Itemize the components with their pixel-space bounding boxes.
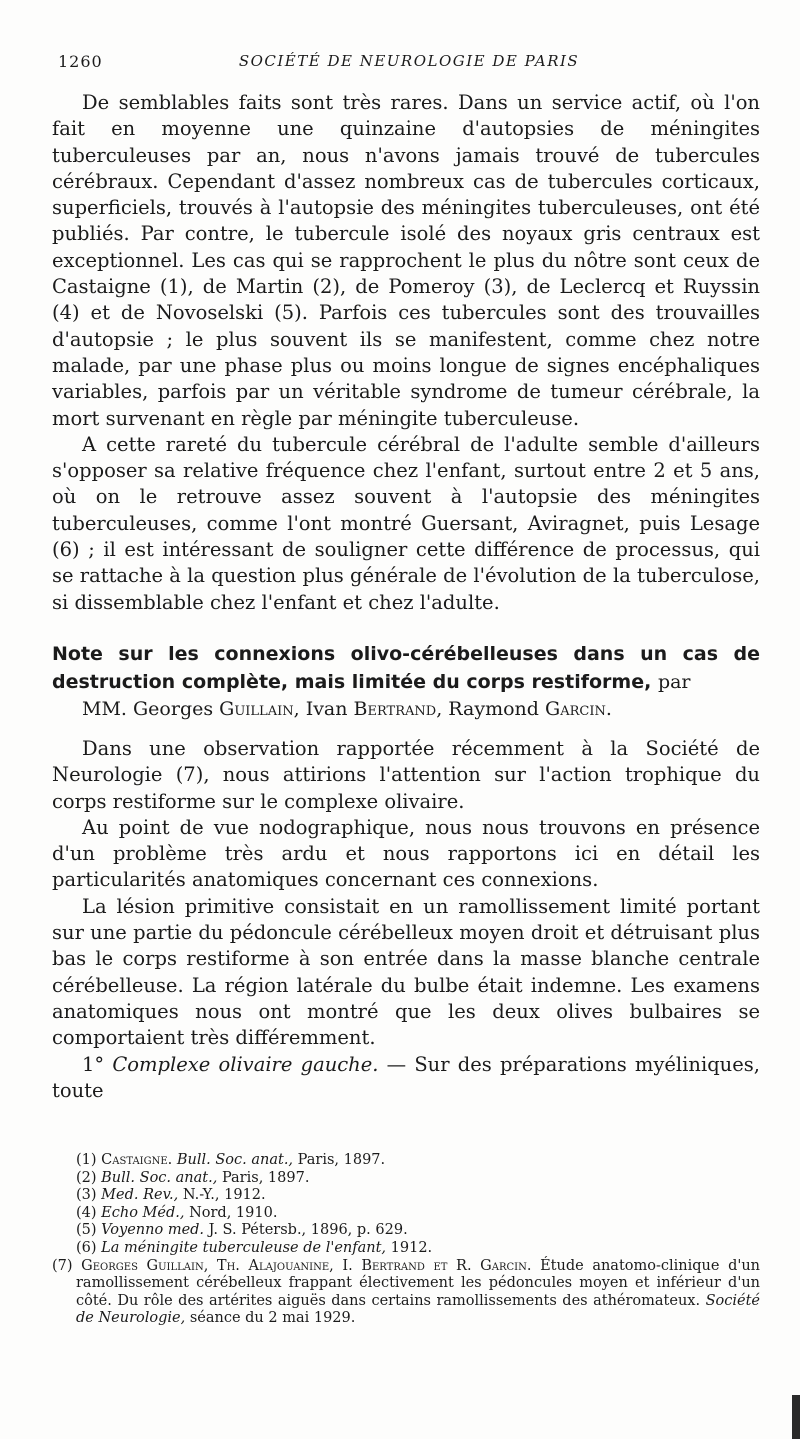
page-number: 1260 — [58, 52, 103, 71]
footnote-number: (2) — [76, 1169, 97, 1186]
paragraph-text: — Sur des préparations myéliniques, toute — [52, 1052, 760, 1102]
footnote-text: Paris, 1897. — [221, 1169, 310, 1186]
article-authors — [52, 696, 760, 722]
paragraph: Dans une observation rapportée récemment à la Société de Neurologie (7), nous attirions l'attention sur l'action trophique du corps restiforme sur le complexe olivaire. — [52, 736, 760, 813]
journal-title: SOCIÉTÉ DE NEUROLOGIE DE PARIS — [238, 52, 580, 70]
footnote-source: Voyenno med. — [101, 1222, 205, 1239]
author-last-name: Bertrand, — [353, 697, 443, 720]
footnote-source: La méningite tuberculeuse de l'enfant, — [101, 1239, 387, 1256]
article-title-par: par — [657, 670, 691, 693]
footnote-source: Bull. Soc. anat., — [101, 1169, 218, 1186]
footnote-text: 1912. — [390, 1239, 433, 1256]
author-last-name: Garcin. — [545, 697, 612, 720]
paragraph: De semblables faits sont très rares. Dans un service actif, où l'on fait en moyenne une quinzaine d'autopsies de méningites tuberculeuses par an, nous n'avons jamais trouvé de tubercules cérébraux. Cependant d'assez nombreux cas de tubercules corticaux, superficiels, trouvés à l'autopsie des méningites tuberculeuses, ont été publiés. Par contre, le tubercule isolé des noyaux gris centraux est exceptionnel. Les cas qui se rapprochent le plus du nôtre sont ceux de Castaigne (1), de Martin (2), de Pomeroy (3), de Leclercq et Ruyssin (4) et de Novoselski (5). Parfois ces tubercules sont des trouvailles d'autopsie ; le plus souvent ils se manifestent, comme chez notre malade, par une phase plus ou moins longue de signes encéphaliques variables, parfois par un véritable syndrome de tumeur cérébrale, la mort survenant en règle par méningite tuberculeuse. — [52, 91, 760, 430]
footnote-source: Société de Neurologie, — [76, 1292, 761, 1327]
footnote-number: (4) — [76, 1204, 97, 1221]
footnotes — [52, 1152, 761, 1328]
footnote-number: (5) — [76, 1222, 97, 1239]
author-first-name: Ivan — [305, 697, 348, 720]
footnote-source: Echo Méd., — [101, 1204, 185, 1221]
footnote — [76, 1187, 760, 1205]
section-number: 1° — [82, 1052, 105, 1076]
footnote-source: Bull. Soc. anat., — [176, 1152, 294, 1168]
footnote — [76, 1152, 760, 1170]
author-first-name: Georges — [133, 697, 214, 720]
paragraph: Au point de vue nodographique, nous nous trouvons en présence d'un problème très ardu et nous rapportons ici en détail les particularités anatomiques concernant ces connexions. — [52, 815, 760, 892]
footnote — [76, 1222, 760, 1240]
authors-prefix: MM. — [82, 697, 127, 720]
footnote-number: (6) — [76, 1239, 97, 1256]
footnote-number: (3) — [76, 1187, 97, 1204]
paragraph: A cette rareté du tubercule cérébral de l'adulte semble d'ailleurs s'opposer sa relative fréquence chez l'enfant, surtout entre 2 et 5 ans, où on le retrouve assez souvent à l'autopsie des méningites tuberculeuses, comme l'ont montré Guersant, Aviragnet, puis Lesage (6) ; il est intéressant de souligner cette différence de processus, qui se rattache à la question plus générale de l'évolution de la tuberculose, si dissemblable chez l'enfant et chez l'adulte. — [52, 432, 760, 614]
footnote-text: Étude anatomo-clinique d'un ramollissement cérébelleux frappant électivement les pédoncules moyen et inférieur d'un côté. Du rôle des artérites aiguës dans certains ramollissements des athéromateux. — [76, 1257, 761, 1309]
footnote-author: Castaigne. — [101, 1152, 173, 1168]
page-edge-shadow — [792, 1395, 800, 1439]
footnote-source: Med. Rev., — [101, 1187, 179, 1204]
paragraph: La lésion primitive consistait en un ramollissement limité portant sur une partie du pédoncule cérébelleux moyen droit et détruisant plus bas le corps restiforme à son entrée dans la masse blanche centrale cérébelleuse. La région latérale du bulbe était indemne. Les examens anatomiques nous ont montré que les deux olives bulbaires se comportaient très différemment. — [52, 894, 760, 1050]
footnote — [76, 1205, 760, 1223]
article-title-text: Note sur les connexions olivo-cérébelleuses dans un cas de destruction complète, mais limitée du corps restiforme, — [52, 642, 760, 693]
running-head — [58, 52, 760, 78]
footnote-text: J. S. Pétersb., 1896, p. 629. — [208, 1222, 408, 1239]
footnote-author: Georges Guillain, Th. Alajouanine, I. Bertrand et R. Garcin. — [81, 1257, 532, 1274]
body-text — [52, 90, 760, 1104]
footnote-text: séance du 2 mai 1929. — [189, 1310, 356, 1327]
author-last-name: Guillain, — [219, 697, 300, 720]
footnote-number: (1) — [76, 1152, 97, 1168]
article-title — [52, 640, 760, 696]
author-first-name: Raymond — [448, 697, 539, 720]
footnote — [52, 1258, 760, 1328]
footnote-text: Nord, 1910. — [189, 1204, 278, 1221]
footnote — [76, 1240, 760, 1258]
footnote — [76, 1170, 760, 1188]
footnote-number: (7) — [52, 1257, 73, 1274]
footnote-text: N.-Y., 1912. — [182, 1187, 266, 1204]
section-heading: Complexe olivaire gauche. — [112, 1052, 379, 1076]
footnote-text: Paris, 1897. — [297, 1152, 386, 1168]
paragraph — [52, 1052, 760, 1105]
